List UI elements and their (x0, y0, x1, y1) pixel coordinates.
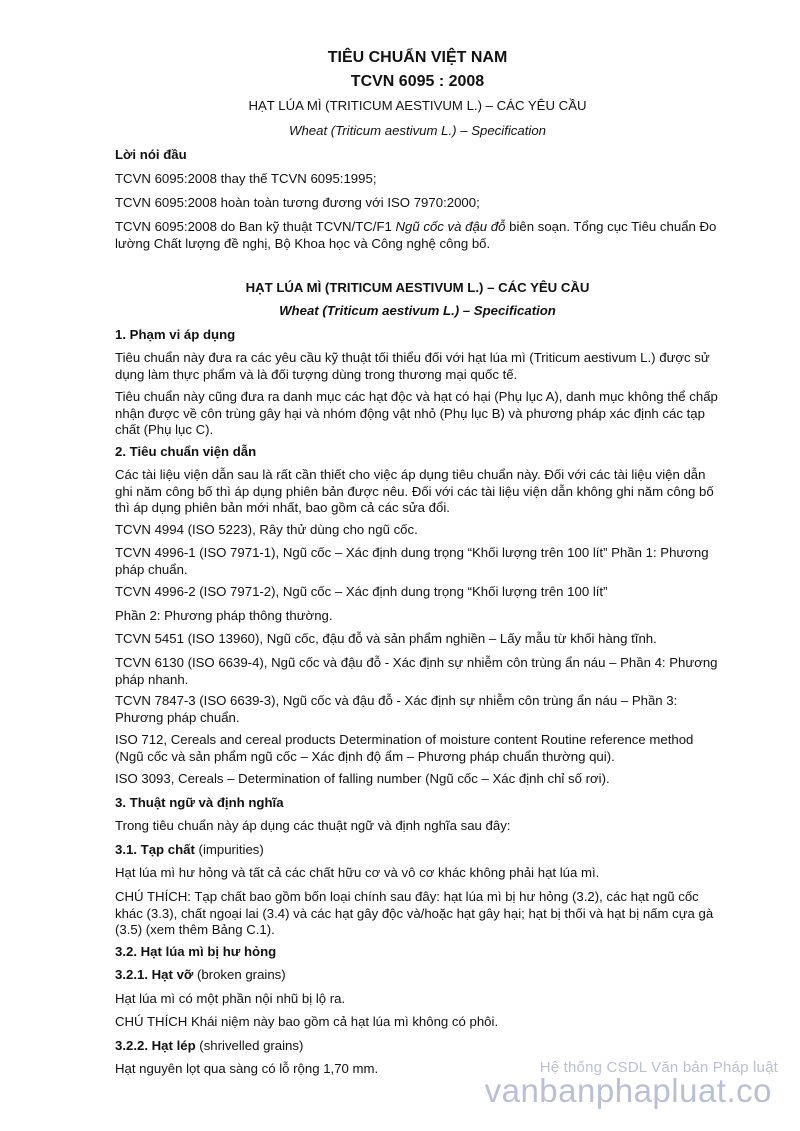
doc-title: HẠT LÚA MÌ (TRITICUM AESTIVUM L.) – CÁC YÊU CẦU (248, 98, 587, 113)
section-paragraph: Tiêu chuẩn này cũng đưa ra danh mục các hạt độc và hạt có hại (Phụ lục A), danh mục không thể chấp nhận được về côn trùng gây hại và nhóm động vật nhỏ (Phụ lục B) và phương pháp xác định các tạp chất (Phụ lục C). (115, 389, 718, 437)
reference-item: Phần 2: Phương pháp thông thường. (115, 608, 333, 623)
term-label: 3.2.2. Hạt lép (115, 1038, 196, 1053)
definition-text: Hạt nguyên lọt qua sàng có lỗ rộng 1,70 mm. (115, 1061, 379, 1076)
standard-title: TIÊU CHUẨN VIỆT NAM (327, 49, 508, 66)
doc-subtitle: Wheat (Triticum aestivum L.) – Specification (289, 123, 546, 138)
foreword-text: biên soạn. Tổng cục Tiêu chuẩn Đo lường Chất lượng đề nghị, Bộ Khoa học và Công nghệ công bố. (115, 219, 717, 251)
section-paragraph: Trong tiêu chuẩn này áp dụng các thuật ngữ và định nghĩa sau đây: (115, 818, 511, 833)
definition-text: Hạt lúa mì hư hỏng và tất cả các chất hữu cơ và vô cơ khác không phải hạt lúa mì. (115, 865, 600, 880)
foreword-paragraph: TCVN 6095:2008 hoàn toàn tương đương với ISO 7970:2000; (115, 195, 480, 210)
standard-code: TCVN 6095 : 2008 (350, 73, 485, 90)
body-subtitle: Wheat (Triticum aestivum L.) – Specification (279, 303, 556, 318)
definition-text: Hạt lúa mì có một phần nội nhũ bị lộ ra. (115, 991, 346, 1006)
section-paragraph: Các tài liệu viện dẫn sau là rất cần thiết cho việc áp dụng tiêu chuẩn này. Đối với các tài liệu viện dẫn ghi năm công bố thì áp dụng phiên bản được nêu. Đối với các tài liệu viện dẫn không ghi năm công bố thì áp dụng phiên bản mới nhất, bao gồm cả các sửa đổi. (115, 467, 714, 515)
definition-term (115, 967, 720, 984)
definition-term: 3.2. Hạt lúa mì bị hư hỏng (115, 944, 277, 959)
term-label: 3.1. Tạp chất (115, 842, 195, 857)
reference-item: TCVN 5451 (ISO 13960), Ngũ cốc, đậu đỗ và sản phẩm nghiền – Lấy mẫu từ khối hàng tĩnh. (115, 631, 657, 646)
term-english: (broken grains) (193, 967, 286, 982)
section-heading: 2. Tiêu chuẩn viện dẫn (115, 444, 257, 459)
reference-item: TCVN 6130 (ISO 6639-4), Ngũ cốc và đậu đỗ - Xác định sự nhiễm côn trùng ẩn náu – Phần 4: Phương pháp nhanh. (115, 655, 718, 687)
definition-term (115, 1038, 720, 1055)
definition-note: CHÚ THÍCH Khái niệm này bao gồm cả hạt lúa mì không có phôi. (115, 1014, 499, 1029)
reference-item: TCVN 4996-2 (ISO 7971-2), Ngũ cốc – Xác định dung trọng “Khối lượng trên 100 lít” (115, 584, 608, 599)
foreword-heading: Lời nói đầu (115, 147, 187, 162)
watermark-site: vanbanphapluat.co (484, 1072, 772, 1109)
watermark-caption: Hệ thống CSDL Văn bản Pháp luật (539, 1059, 778, 1076)
reference-item: TCVN 4996-1 (ISO 7971-1), Ngũ cốc – Xác định dung trọng “Khối lượng trên 100 lít” Phần 1: Phương pháp chuẩn. (115, 545, 709, 577)
foreword-committee-name: Ngũ cốc và đậu đỗ (395, 219, 506, 234)
term-english: (shrivelled grains) (195, 1038, 304, 1053)
reference-item: ISO 712, Cereals and cereal products Determination of moisture content Routine reference method (Ngũ cốc và sản phẩm ngũ cốc – Xác định độ ẩm – Phương pháp chuẩn thường qui). (115, 732, 694, 764)
foreword-paragraph (115, 219, 720, 252)
term-label: 3.2.1. Hạt vỡ (115, 967, 194, 982)
section-heading: 3. Thuật ngữ và định nghĩa (115, 795, 284, 810)
section-paragraph: Tiêu chuẩn này đưa ra các yêu cầu kỹ thuật tối thiểu đối với hạt lúa mì (Triticum aestivum L.) được sử dụng làm thực phẩm và là đối tượng dùng trong thương mại quốc tế. (115, 350, 710, 382)
term-english: (impurities) (194, 842, 264, 857)
reference-item: TCVN 4994 (ISO 5223), Rây thử dùng cho ngũ cốc. (115, 522, 418, 537)
reference-item: TCVN 7847-3 (ISO 6639-3), Ngũ cốc và đậu đỗ - Xác định sự nhiễm côn trùng ẩn náu – Phần 3: Phương pháp chuẩn. (115, 693, 678, 725)
reference-item: ISO 3093, Cereals – Determination of falling number (Ngũ cốc – Xác định chỉ số rơi). (115, 771, 610, 786)
definition-term (115, 842, 720, 859)
definition-note: CHÚ THÍCH: Tạp chất bao gồm bốn loại chính sau đây: hạt lúa mì bị hư hỏng (3.2), các hạt ngũ cốc khác (3.3), chất ngoại lai (3.4) và các hạt gây độc và/hoặc hạt gây hại; hạt bị thối và hạt bị nấm cựa gà (3.5) (xem thêm Bảng C.1). (115, 889, 714, 937)
section-heading: 1. Phạm vi áp dụng (115, 327, 236, 342)
foreword-text: TCVN 6095:2008 do Ban kỹ thuật TCVN/TC/F1 (115, 219, 396, 234)
foreword-paragraph: TCVN 6095:2008 thay thế TCVN 6095:1995; (115, 171, 377, 186)
body-title: HẠT LÚA MÌ (TRITICUM AESTIVUM L.) – CÁC YÊU CẦU (245, 280, 590, 295)
